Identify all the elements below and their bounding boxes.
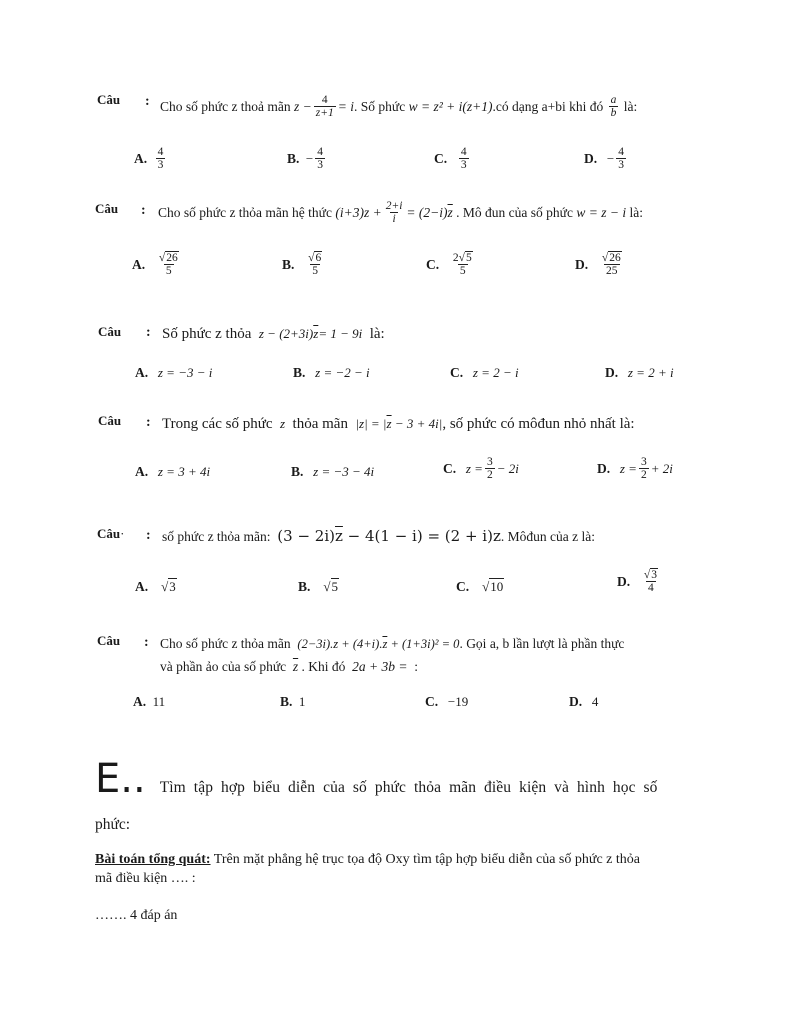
- section-heading: [95, 756, 658, 802]
- question-label: Câu: [98, 324, 122, 339]
- option-d[interactable]: D. $\frac{√3}{4}$: [617, 569, 657, 595]
- general-problem-label: Bài toán tổng quát:: [95, 852, 211, 867]
- option-d[interactable]: D. $\frac{√26}{25}$: [575, 252, 621, 278]
- option-a[interactable]: A. $\frac{4}{3}$: [134, 146, 164, 172]
- question-colon: :: [144, 635, 149, 650]
- option-a[interactable]: A. 11: [133, 694, 166, 709]
- option-a[interactable]: A. $\frac{√26}{5}$: [132, 252, 178, 278]
- option-b[interactable]: B. $\frac{√6}{5}$: [282, 252, 322, 278]
- general-problem: Bài toán tổng quát: Trên mặt phẳng hệ trục tọa độ Oxy tìm tập hợp biểu diễn của số phức z thỏa: [95, 852, 640, 867]
- question-colon: :: [145, 94, 150, 109]
- option-c[interactable]: C. $\frac{2√5}{5}$: [426, 252, 472, 278]
- option-d[interactable]: D. z = $\frac{3}{2}$ + 2i: [597, 456, 673, 482]
- question-stem-line2: và phần ảo của số phức $\overline{z}$ . Khi đó 2a + 3b = :: [160, 659, 419, 674]
- question-label: Câu: [97, 92, 121, 107]
- question-stem: Số phức z thỏa $z - (2+3i)\overline{z}= 1 - 9i$ là:: [162, 326, 385, 342]
- question-colon: :: [146, 415, 151, 430]
- general-problem-line2: mã điều kiện …. :: [95, 871, 196, 886]
- option-d[interactable]: D. 4: [569, 694, 599, 709]
- question-stem: Cho số phức z thoả mãn z − $\frac{4}{z+1}$ = i . Số phức w = z² + i(z+1) .có dạng a+bi khi đó $\frac{a}{b}$ là:: [160, 94, 638, 120]
- footer-note: ……. 4 đáp án: [95, 908, 178, 923]
- question-label: Câu·: [97, 526, 125, 541]
- option-d[interactable]: D. − $\frac{4}{3}$: [584, 146, 624, 172]
- option-d[interactable]: D. z = 2 + i: [605, 365, 674, 380]
- question-stem: Trong các số phức z thỏa mãn $|z| = |\overline{z} - 3 + 4i|$, số phức có môđun nhỏ nhất là:: [162, 416, 635, 432]
- option-c[interactable]: C. z = 2 − i: [450, 365, 519, 380]
- option-c[interactable]: C. √ 10: [456, 579, 504, 594]
- question-colon: :: [141, 203, 146, 218]
- option-c[interactable]: C. −19: [425, 694, 469, 709]
- option-b[interactable]: B. z = −3 − 4i: [291, 464, 375, 479]
- option-a[interactable]: A. z = −3 − i: [135, 365, 213, 380]
- option-a[interactable]: A. √ 3: [135, 579, 176, 594]
- question-label: Câu: [97, 633, 121, 648]
- section-letter: E..: [95, 756, 146, 802]
- option-c[interactable]: C. z = $\frac{3}{2}$ − 2i: [443, 456, 519, 482]
- section-title: Tìm tập hợp biểu diễn của số phức thỏa mãn điều kiện và hình học số: [159, 779, 658, 796]
- question-colon: :: [146, 325, 151, 340]
- question-colon: :: [146, 528, 151, 543]
- option-b[interactable]: B. √ 5: [298, 579, 339, 594]
- question-label: Câu: [95, 201, 119, 216]
- question-stem: số phức z thỏa mãn: $(3 - 2i)\overline{z} - 4(1 - i) = (2 + i)z$. Môđun của z là:: [162, 527, 595, 545]
- option-a[interactable]: A. z = 3 + 4i: [135, 464, 211, 479]
- option-b[interactable]: B. z = −2 − i: [293, 365, 370, 380]
- question-label: Câu: [98, 413, 122, 428]
- question-stem: Cho số phức z thỏa mãn hệ thức (i+3)z + $\frac{2+i}{i}$ = (2−i) $\overline{z}$ . Mô đun của số phức w = z − i là:: [158, 200, 643, 226]
- section-title-line2: phức:: [95, 816, 131, 833]
- option-b[interactable]: B. 1: [280, 694, 306, 709]
- option-b[interactable]: B. − $\frac{4}{3}$: [287, 146, 323, 172]
- option-c[interactable]: C. $\frac{4}{3}$: [434, 146, 467, 172]
- question-stem: Cho số phức z thỏa mãn $(2-3i).z + (4+i).\overline{z} + (1+3i)^2 = 0$. Gọi a, b lần lượt là phần thực: [160, 636, 625, 651]
